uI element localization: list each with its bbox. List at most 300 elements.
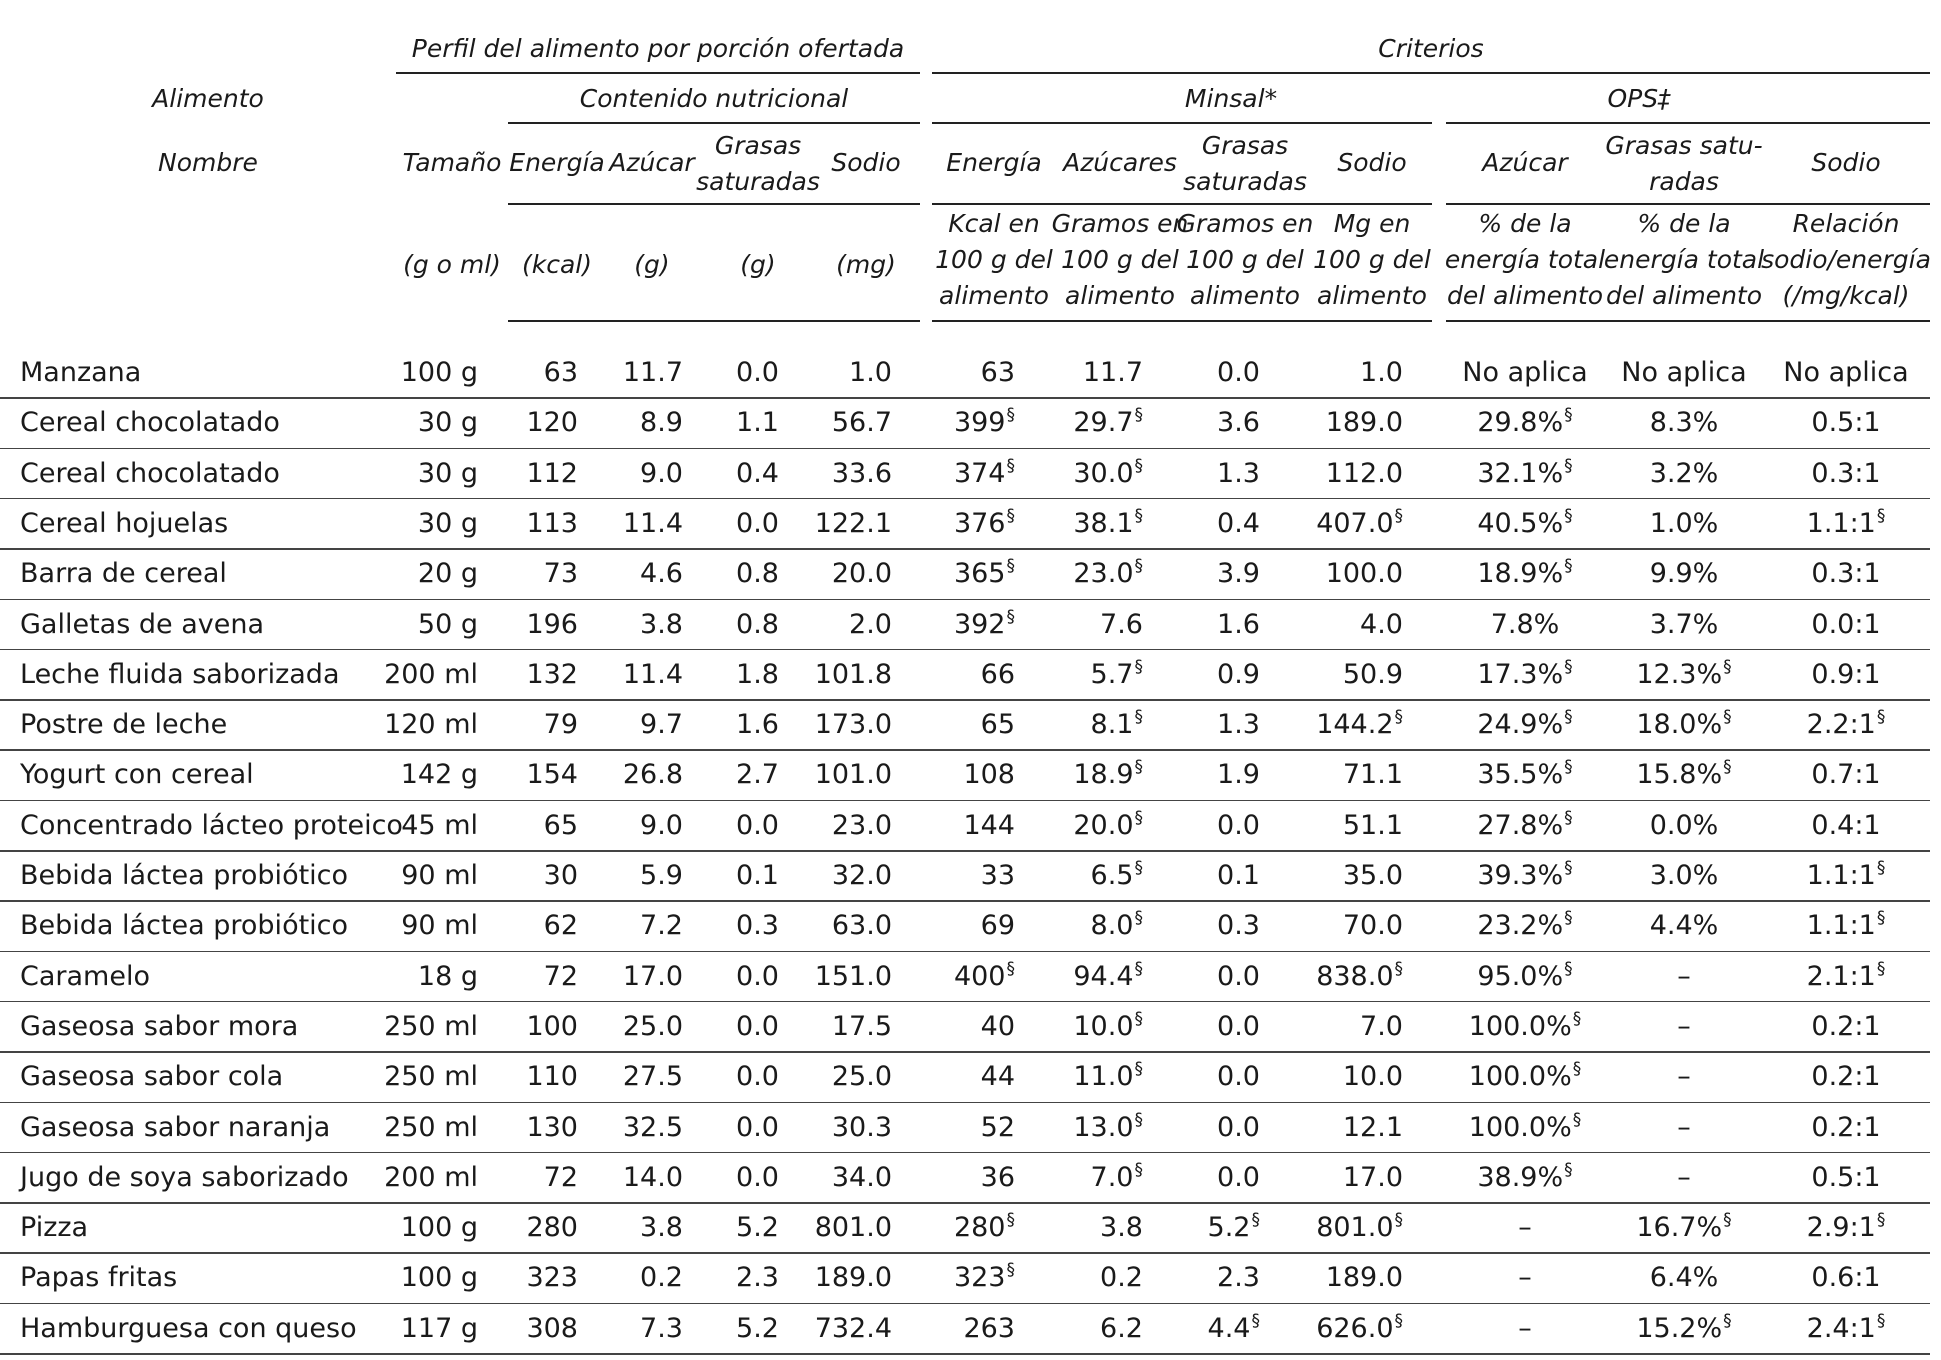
header-contenido: Contenido nutricional <box>579 84 849 113</box>
cell-minsal-energy: 263 <box>963 1312 1015 1344</box>
cell-energy-kcal: 196 <box>526 608 578 640</box>
col-p-energia: Energía <box>509 148 605 177</box>
cell-ops-sat-fat: – <box>1677 1010 1691 1042</box>
header-minsal: Minsal* <box>1184 84 1278 113</box>
row-divider <box>0 1353 1930 1355</box>
rule-ops-cols <box>1446 203 1930 205</box>
cell-sugar-g: 7.3 <box>640 1312 683 1344</box>
cell-energy-kcal: 113 <box>526 507 578 539</box>
cell-minsal-sat-fat: 4.4§ <box>1207 1310 1260 1344</box>
cell-minsal-sat-fat: 0.4 <box>1217 507 1260 539</box>
header-criterios: Criterios <box>1378 34 1484 63</box>
cell-sat-fat-g: 2.7 <box>736 759 779 791</box>
cell-sodium-mg: 173.0 <box>814 709 892 741</box>
cell-ops-sodium-ratio: 0.3:1 <box>1811 558 1881 590</box>
cell-ops-sodium-ratio: 1.1:1§ <box>1806 505 1886 539</box>
col-tamano: Tamaño <box>402 148 502 177</box>
cell-ops-sodium-ratio: 0.2:1 <box>1811 1061 1881 1093</box>
cell-ops-sat-fat: – <box>1677 1061 1691 1093</box>
cell-minsal-sugars: 20.0§ <box>1073 807 1143 841</box>
cell-food-name: Yogurt con cereal <box>20 759 254 791</box>
cell-minsal-energy: 33 <box>980 860 1015 891</box>
cell-ops-sat-fat: 18.0%§ <box>1636 707 1732 741</box>
col-m-energia: Energía <box>946 148 1042 177</box>
cell-minsal-sugars: 6.5§ <box>1090 858 1143 891</box>
cell-ops-sodium-ratio: 0.4:1 <box>1811 809 1881 841</box>
cell-sodium-mg: 101.0 <box>814 759 892 791</box>
cell-energy-kcal: 280 <box>526 1212 578 1244</box>
cell-sugar-g: 17.0 <box>622 960 683 992</box>
header-ops: OPS‡ <box>1607 84 1671 113</box>
cell-size: 45 ml <box>401 809 478 841</box>
cell-size: 200 ml <box>384 658 478 690</box>
cell-size: 250 ml <box>384 1111 478 1143</box>
cell-size: 117 g <box>400 1312 478 1344</box>
cell-size: 18 g <box>417 960 478 992</box>
cell-sat-fat-g: 0.0 <box>736 507 779 539</box>
cell-ops-sat-fat: 15.2%§ <box>1636 1310 1732 1344</box>
cell-minsal-energy: 399§ <box>953 405 1015 439</box>
cell-minsal-energy: 40 <box>980 1010 1015 1042</box>
cell-energy-kcal: 132 <box>526 658 578 690</box>
cell-ops-sodium-ratio: 0.3:1 <box>1811 457 1881 489</box>
cell-minsal-sat-fat: 3.9 <box>1217 558 1260 590</box>
cell-sugar-g: 3.8 <box>640 1212 683 1244</box>
cell-size: 250 ml <box>384 1010 478 1042</box>
cell-minsal-sodium: 100.0 <box>1325 558 1403 590</box>
cell-ops-sat-fat: 8.3% <box>1649 407 1719 439</box>
cell-minsal-sugars: 23.0§ <box>1073 556 1143 590</box>
cell-energy-kcal: 73 <box>543 558 578 590</box>
cell-minsal-sodium: 10.0 <box>1342 1061 1403 1093</box>
cell-sugar-g: 32.5 <box>622 1111 683 1143</box>
cell-food-name: Bebida láctea probiótico <box>20 910 349 942</box>
cell-sugar-g: 5.9 <box>640 860 683 891</box>
cell-sodium-mg: 122.1 <box>814 507 892 539</box>
cell-energy-kcal: 79 <box>543 709 578 741</box>
cell-energy-kcal: 323 <box>526 1262 578 1294</box>
cell-minsal-sugars: 11.7 <box>1082 357 1143 388</box>
cell-minsal-sat-fat: 1.6 <box>1217 608 1260 640</box>
cell-size: 90 ml <box>401 860 478 891</box>
cell-food-name: Galletas de avena <box>20 608 264 640</box>
cell-minsal-energy: 69 <box>980 910 1015 942</box>
unit-m-sodio: Mg en 100 g del alimento <box>1313 209 1431 310</box>
cell-minsal-energy: 36 <box>980 1161 1015 1193</box>
unit-p-grasas: (g) <box>740 250 776 279</box>
cell-minsal-energy: 400§ <box>953 958 1015 992</box>
cell-ops-sugar: 95.0%§ <box>1477 958 1573 992</box>
cell-minsal-sugars: 6.2 <box>1100 1312 1143 1344</box>
cell-food-name: Barra de cereal <box>20 558 227 590</box>
cell-food-name: Postre de leche <box>20 709 228 741</box>
cell-size: 120 ml <box>384 709 478 741</box>
cell-ops-sat-fat: 3.7% <box>1649 608 1719 640</box>
cell-size: 20 g <box>417 558 478 590</box>
cell-minsal-sugars: 10.0§ <box>1073 1008 1143 1042</box>
cell-minsal-sugars: 8.1§ <box>1090 707 1143 741</box>
header-perfil: Perfil del alimento por porción ofertada <box>411 34 905 63</box>
cell-minsal-sodium: 801.0§ <box>1316 1210 1403 1244</box>
cell-minsal-sat-fat: 0.9 <box>1217 658 1260 690</box>
cell-minsal-sat-fat: 0.1 <box>1217 860 1260 891</box>
cell-ops-sat-fat: 4.4% <box>1649 910 1719 942</box>
cell-ops-sugar: 40.5%§ <box>1477 505 1573 539</box>
cell-ops-sugar: 32.1%§ <box>1477 455 1573 489</box>
cell-ops-sodium-ratio: 2.2:1§ <box>1806 707 1886 741</box>
cell-sugar-g: 8.9 <box>640 407 683 439</box>
cell-ops-sugar: 39.3%§ <box>1477 858 1573 891</box>
cell-food-name: Bebida láctea probiótico <box>20 860 349 891</box>
cell-minsal-sodium: 17.0 <box>1342 1161 1403 1193</box>
cell-sodium-mg: 34.0 <box>831 1161 892 1193</box>
rule-minsal <box>932 122 1432 124</box>
cell-ops-sat-fat: 12.3%§ <box>1636 656 1732 690</box>
rule-ops <box>1446 122 1930 124</box>
cell-sugar-g: 11.7 <box>622 357 683 388</box>
col-o-azucar: Azúcar <box>1482 148 1568 177</box>
cell-food-name: Papas fritas <box>20 1262 178 1294</box>
cell-ops-sugar: 100.0%§ <box>1468 1059 1582 1093</box>
cell-minsal-energy: 65 <box>980 709 1015 741</box>
cell-ops-sodium-ratio: 0.7:1 <box>1811 759 1881 791</box>
cell-ops-sugar: 29.8%§ <box>1477 405 1573 439</box>
cell-ops-sodium-ratio: 0.9:1 <box>1811 658 1881 690</box>
cell-minsal-sodium: 1.0 <box>1360 357 1403 388</box>
cell-minsal-sat-fat: 0.0 <box>1217 809 1260 841</box>
cell-ops-sugar: – <box>1518 1312 1532 1344</box>
cell-sugar-g: 25.0 <box>622 1010 683 1042</box>
cell-sat-fat-g: 0.0 <box>736 960 779 992</box>
cell-ops-sat-fat: 0.0% <box>1649 809 1719 841</box>
cell-sodium-mg: 17.5 <box>831 1010 892 1042</box>
cell-minsal-sat-fat: 0.0 <box>1217 1161 1260 1193</box>
cell-minsal-energy: 392§ <box>953 606 1015 640</box>
cell-ops-sat-fat: – <box>1677 1161 1691 1193</box>
cell-sugar-g: 9.0 <box>640 809 683 841</box>
cell-minsal-sat-fat: 0.0 <box>1217 1061 1260 1093</box>
cell-sugar-g: 11.4 <box>622 658 683 690</box>
cell-ops-sat-fat: 3.0% <box>1649 860 1719 891</box>
cell-sodium-mg: 2.0 <box>849 608 892 640</box>
cell-minsal-sugars: 7.6 <box>1100 608 1143 640</box>
cell-energy-kcal: 112 <box>526 457 578 489</box>
cell-ops-sugar: No aplica <box>1462 357 1588 388</box>
cell-ops-sodium-ratio: 2.9:1§ <box>1806 1210 1886 1244</box>
cell-minsal-sat-fat: 0.0 <box>1217 357 1260 388</box>
cell-sat-fat-g: 0.0 <box>736 357 779 388</box>
cell-ops-sodium-ratio: 0.5:1 <box>1811 1161 1881 1193</box>
cell-food-name: Caramelo <box>20 960 150 992</box>
cell-sodium-mg: 1.0 <box>849 357 892 388</box>
cell-minsal-sodium: 70.0 <box>1342 910 1403 942</box>
rule-ops-units <box>1446 320 1930 322</box>
cell-size: 30 g <box>417 457 478 489</box>
cell-minsal-sat-fat: 2.3 <box>1217 1262 1260 1294</box>
cell-sugar-g: 26.8 <box>622 759 683 791</box>
cell-ops-sat-fat: 3.2% <box>1649 457 1719 489</box>
cell-sat-fat-g: 0.8 <box>736 608 779 640</box>
cell-sat-fat-g: 0.1 <box>736 860 779 891</box>
unit-p-sodio: (mg) <box>836 250 896 279</box>
cell-minsal-sugars: 8.0§ <box>1090 908 1143 942</box>
col-p-grasas: Grasas saturadas <box>696 131 820 196</box>
cell-sodium-mg: 20.0 <box>831 558 892 590</box>
cell-ops-sugar: 38.9%§ <box>1477 1159 1573 1193</box>
cell-food-name: Manzana <box>20 357 142 388</box>
cell-ops-sodium-ratio: 1.1:1§ <box>1806 858 1886 891</box>
cell-minsal-sodium: 144.2§ <box>1316 707 1403 741</box>
cell-ops-sugar: 23.2%§ <box>1477 908 1573 942</box>
cell-ops-sodium-ratio: 0.5:1 <box>1811 407 1881 439</box>
cell-ops-sugar: – <box>1518 1262 1532 1294</box>
cell-minsal-sugars: 30.0§ <box>1073 455 1143 489</box>
cell-minsal-sodium: 71.1 <box>1342 759 1403 791</box>
cell-food-name: Cereal hojuelas <box>20 507 229 539</box>
cell-minsal-sodium: 50.9 <box>1342 658 1403 690</box>
cell-sugar-g: 7.2 <box>640 910 683 942</box>
cell-energy-kcal: 72 <box>543 960 578 992</box>
cell-sugar-g: 9.0 <box>640 457 683 489</box>
cell-minsal-sugars: 29.7§ <box>1073 405 1143 439</box>
cell-ops-sat-fat: 1.0% <box>1649 507 1719 539</box>
cell-food-name: Cereal chocolatado <box>20 457 280 489</box>
cell-ops-sugar: – <box>1518 1212 1532 1244</box>
unit-o-azucar: % de la energía total del alimento <box>1444 209 1606 310</box>
cell-sodium-mg: 23.0 <box>831 809 892 841</box>
cell-sat-fat-g: 0.0 <box>736 1010 779 1042</box>
cell-ops-sat-fat: 15.8%§ <box>1636 757 1732 791</box>
cell-sugar-g: 27.5 <box>622 1061 683 1093</box>
cell-minsal-sugars: 0.2 <box>1100 1262 1143 1294</box>
cell-sodium-mg: 33.6 <box>831 457 892 489</box>
cell-ops-sat-fat: 9.9% <box>1649 558 1719 590</box>
cell-minsal-sat-fat: 0.0 <box>1217 960 1260 992</box>
cell-sodium-mg: 32.0 <box>831 860 892 891</box>
cell-food-name: Leche fluida saborizada <box>20 658 340 690</box>
rule-minsal-units <box>932 320 1432 322</box>
unit-p-energia: (kcal) <box>522 250 592 279</box>
cell-sugar-g: 9.7 <box>640 709 683 741</box>
cell-energy-kcal: 308 <box>526 1312 578 1344</box>
cell-sugar-g: 0.2 <box>640 1262 683 1294</box>
unit-tamano: (g o ml) <box>403 250 501 279</box>
rule-contenido-cols <box>508 203 920 205</box>
cell-minsal-energy: 52 <box>980 1111 1015 1143</box>
col-m-grasas: Grasas saturadas <box>1183 131 1307 196</box>
cell-ops-sodium-ratio: 0.6:1 <box>1811 1262 1881 1294</box>
unit-o-grasas: % de la energía total del alimento <box>1603 209 1765 310</box>
cell-sodium-mg: 25.0 <box>831 1061 892 1093</box>
cell-minsal-sodium: 112.0 <box>1325 457 1403 489</box>
cell-food-name: Jugo de soya saborizado <box>20 1161 349 1193</box>
col-m-sodio: Sodio <box>1337 148 1407 177</box>
rule-perfil <box>396 72 920 74</box>
cell-minsal-sodium: 12.1 <box>1342 1111 1403 1143</box>
cell-energy-kcal: 110 <box>526 1061 578 1093</box>
cell-energy-kcal: 154 <box>526 759 578 791</box>
cell-ops-sodium-ratio: 2.1:1§ <box>1806 958 1886 992</box>
cell-size: 200 ml <box>384 1161 478 1193</box>
col-o-grasas: Grasas satu- radas <box>1605 131 1763 196</box>
cell-minsal-sodium: 189.0 <box>1325 1262 1403 1294</box>
col-o-sodio: Sodio <box>1811 148 1881 177</box>
cell-sat-fat-g: 0.8 <box>736 558 779 590</box>
rule-criterios <box>932 72 1930 74</box>
cell-energy-kcal: 120 <box>526 407 578 439</box>
cell-sugar-g: 3.8 <box>640 608 683 640</box>
cell-ops-sat-fat: 6.4% <box>1649 1262 1719 1294</box>
cell-ops-sodium-ratio: 0.2:1 <box>1811 1111 1881 1143</box>
cell-sat-fat-g: 1.8 <box>736 658 779 690</box>
cell-size: 30 g <box>417 507 478 539</box>
cell-sat-fat-g: 0.0 <box>736 1161 779 1193</box>
cell-minsal-energy: 280§ <box>953 1210 1015 1244</box>
cell-minsal-energy: 63 <box>980 357 1015 388</box>
cell-minsal-sugars: 3.8 <box>1100 1212 1143 1244</box>
cell-sugar-g: 4.6 <box>640 558 683 590</box>
cell-minsal-sodium: 407.0§ <box>1316 505 1403 539</box>
cell-sugar-g: 11.4 <box>622 507 683 539</box>
unit-o-sodio: Relación sodio/energía (/mg/kcal) <box>1761 209 1931 310</box>
header-alimento: Alimento <box>152 84 264 113</box>
cell-size: 90 ml <box>401 910 478 942</box>
cell-energy-kcal: 63 <box>543 357 578 388</box>
cell-energy-kcal: 62 <box>543 910 578 942</box>
cell-energy-kcal: 100 <box>526 1010 578 1042</box>
header-nombre: Nombre <box>158 148 258 177</box>
cell-minsal-energy: 374§ <box>953 455 1015 489</box>
cell-minsal-sodium: 7.0 <box>1360 1010 1403 1042</box>
cell-sodium-mg: 801.0 <box>814 1212 892 1244</box>
cell-ops-sat-fat: 16.7%§ <box>1636 1210 1732 1244</box>
cell-energy-kcal: 65 <box>543 809 578 841</box>
cell-minsal-sat-fat: 0.0 <box>1217 1010 1260 1042</box>
rule-contenido <box>508 122 920 124</box>
cell-sat-fat-g: 0.4 <box>736 457 779 489</box>
cell-minsal-energy: 323§ <box>953 1260 1015 1294</box>
cell-minsal-sat-fat: 1.3 <box>1217 709 1260 741</box>
cell-sat-fat-g: 0.3 <box>736 910 779 942</box>
cell-ops-sugar: 35.5%§ <box>1477 757 1573 791</box>
cell-energy-kcal: 130 <box>526 1111 578 1143</box>
cell-minsal-sat-fat: 3.6 <box>1217 407 1260 439</box>
cell-minsal-energy: 376§ <box>953 505 1015 539</box>
cell-minsal-sat-fat: 0.3 <box>1217 910 1260 942</box>
cell-minsal-sodium: 189.0 <box>1325 407 1403 439</box>
cell-sodium-mg: 189.0 <box>814 1262 892 1294</box>
cell-minsal-sat-fat: 1.3 <box>1217 457 1260 489</box>
cell-minsal-sugars: 38.1§ <box>1073 505 1143 539</box>
cell-sat-fat-g: 5.2 <box>736 1312 779 1344</box>
cell-ops-sat-fat: – <box>1677 960 1691 992</box>
row-divider <box>0 1051 1930 1053</box>
cell-minsal-sodium: 51.1 <box>1342 809 1403 841</box>
cell-ops-sat-fat: No aplica <box>1621 357 1747 388</box>
col-m-azucares: Azúcares <box>1063 148 1177 177</box>
cell-sodium-mg: 63.0 <box>831 910 892 942</box>
unit-m-energia: Kcal en 100 g del alimento <box>935 209 1053 310</box>
col-p-sodio: Sodio <box>831 148 901 177</box>
cell-sat-fat-g: 1.6 <box>736 709 779 741</box>
cell-minsal-sodium: 838.0§ <box>1316 958 1403 992</box>
cell-sodium-mg: 732.4 <box>814 1312 892 1344</box>
cell-minsal-sugars: 18.9§ <box>1073 757 1143 791</box>
cell-food-name: Hamburguesa con queso <box>20 1312 357 1344</box>
cell-minsal-sugars: 7.0§ <box>1090 1159 1143 1193</box>
cell-minsal-energy: 144 <box>963 809 1015 841</box>
cell-minsal-energy: 66 <box>980 658 1015 690</box>
cell-ops-sodium-ratio: 1.1:1§ <box>1806 908 1886 942</box>
cell-minsal-sugars: 11.0§ <box>1073 1059 1143 1093</box>
cell-minsal-energy: 44 <box>980 1061 1015 1093</box>
cell-food-name: Concentrado lácteo proteico <box>20 809 403 841</box>
cell-ops-sodium-ratio: 2.4:1§ <box>1806 1310 1886 1344</box>
cell-sat-fat-g: 0.0 <box>736 1061 779 1093</box>
rule-minsal-cols <box>932 203 1432 205</box>
cell-minsal-sodium: 4.0 <box>1360 608 1403 640</box>
cell-food-name: Gaseosa sabor naranja <box>20 1111 331 1143</box>
cell-sodium-mg: 151.0 <box>814 960 892 992</box>
cell-minsal-sugars: 13.0§ <box>1073 1109 1143 1143</box>
cell-size: 100 g <box>400 357 478 388</box>
cell-size: 100 g <box>400 1212 478 1244</box>
cell-minsal-energy: 108 <box>963 759 1015 791</box>
cell-minsal-sat-fat: 1.9 <box>1217 759 1260 791</box>
cell-ops-sugar: 17.3%§ <box>1477 656 1573 690</box>
cell-size: 100 g <box>400 1262 478 1294</box>
cell-ops-sodium-ratio: 0.2:1 <box>1811 1010 1881 1042</box>
cell-sugar-g: 14.0 <box>622 1161 683 1193</box>
cell-ops-sodium-ratio: 0.0:1 <box>1811 608 1881 640</box>
cell-minsal-sat-fat: 5.2§ <box>1207 1210 1260 1244</box>
cell-sat-fat-g: 2.3 <box>736 1262 779 1294</box>
cell-size: 250 ml <box>384 1061 478 1093</box>
cell-ops-sugar: 100.0%§ <box>1468 1109 1582 1143</box>
cell-food-name: Gaseosa sabor mora <box>20 1010 299 1042</box>
cell-sat-fat-g: 0.0 <box>736 809 779 841</box>
cell-size: 142 g <box>400 759 478 791</box>
cell-ops-sodium-ratio: No aplica <box>1783 357 1909 388</box>
cell-sat-fat-g: 5.2 <box>736 1212 779 1244</box>
cell-minsal-energy: 365§ <box>953 556 1015 590</box>
rule-contenido-units <box>508 320 920 322</box>
cell-sat-fat-g: 1.1 <box>736 407 779 439</box>
cell-ops-sugar: 24.9%§ <box>1477 707 1573 741</box>
cell-food-name: Cereal chocolatado <box>20 407 280 439</box>
unit-p-azucar: (g) <box>634 250 670 279</box>
cell-size: 50 g <box>417 608 478 640</box>
cell-minsal-sugars: 5.7§ <box>1090 656 1143 690</box>
cell-minsal-sat-fat: 0.0 <box>1217 1111 1260 1143</box>
cell-sodium-mg: 101.8 <box>814 658 892 690</box>
cell-food-name: Pizza <box>20 1212 89 1244</box>
cell-energy-kcal: 72 <box>543 1161 578 1193</box>
col-p-azucar: Azúcar <box>609 148 695 177</box>
cell-ops-sat-fat: – <box>1677 1111 1691 1143</box>
cell-ops-sugar: 27.8%§ <box>1477 807 1573 841</box>
cell-minsal-sugars: 94.4§ <box>1073 958 1143 992</box>
cell-minsal-sodium: 626.0§ <box>1316 1310 1403 1344</box>
unit-m-grasas: Gramos en 100 g del alimento <box>1176 209 1314 310</box>
cell-size: 30 g <box>417 407 478 439</box>
cell-ops-sugar: 100.0%§ <box>1468 1008 1582 1042</box>
cell-minsal-sodium: 35.0 <box>1342 860 1403 891</box>
cell-ops-sugar: 7.8% <box>1490 608 1560 640</box>
cell-energy-kcal: 30 <box>543 860 578 891</box>
unit-m-azucares: Gramos en 100 g del alimento <box>1051 209 1189 310</box>
cell-sodium-mg: 30.3 <box>831 1111 892 1143</box>
